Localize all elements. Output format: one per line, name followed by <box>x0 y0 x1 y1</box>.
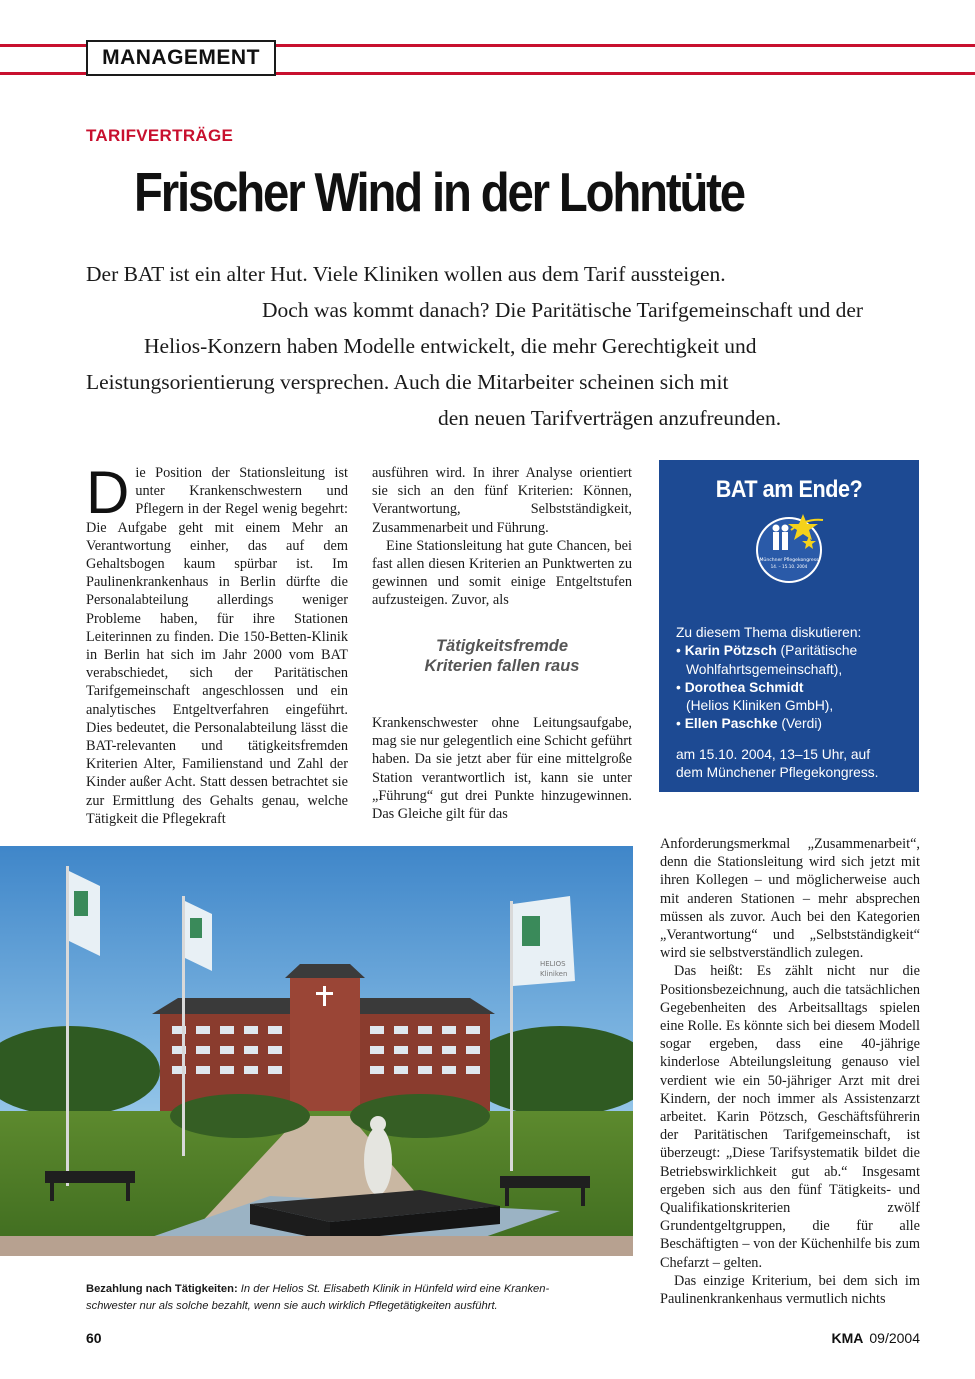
magazine-name: KMA <box>831 1330 864 1346</box>
section-label <box>86 40 276 76</box>
info-box-date-line: am 15.10. 2004, 13–15 Uhr, auf <box>676 747 871 762</box>
pull-quote-line: Kriterien fallen raus <box>424 657 580 675</box>
info-box-intro: Zu diesem Thema diskutieren: <box>676 625 862 640</box>
pull-quote-line: Tätigkeitsfremde <box>435 637 569 655</box>
info-box-date <box>676 746 908 783</box>
lead-paragraph <box>86 256 916 436</box>
info-box <box>659 460 919 792</box>
participant <box>676 715 908 733</box>
bullet-icon: • <box>676 643 681 659</box>
body-paragraph: Eine Stationsleitung hat gute Chancen, bei fast allen diesen Kriterien an Punktwerten zu gewinnen und somit einige Entgeltstufen aufzusteigen. Zuvor, als <box>372 537 632 609</box>
magazine-issue <box>832 1330 921 1346</box>
issue-number: 09/2004 <box>869 1330 920 1346</box>
body-column-2-continued <box>372 714 632 823</box>
participant-name: Ellen Paschke <box>684 716 778 732</box>
body-paragraph: Anforderungsmerkmal „Zusammenarbeit“, denn die Stationsleitung wird sich jetzt mit ihren Kollegen – und möglicherweise auch mit anderen Stationen – mehr absprechen müssen als zuvor. Auch bei den Kategorien „Verantwortung“ und „Selbstständigkeit“ wird sie selbstverständlich zulegen. <box>660 836 920 962</box>
participant-name: Dorothea Schmidt <box>684 679 804 695</box>
lead-line: den neuen Tarifverträgen anzufreunden. <box>438 406 782 430</box>
info-box-title: BAT am Ende? <box>715 476 863 503</box>
participant-org: (Helios Kliniken GmbH), <box>686 698 834 714</box>
participant-org: (Verdi) <box>781 716 822 732</box>
participant <box>676 679 908 697</box>
hospital-photo <box>0 846 633 1256</box>
flag-text: HELIOS <box>540 960 566 968</box>
caption-text: In der Helios St. Elisabeth Klinik in Hünfeld wird eine Kranken- <box>240 1283 550 1295</box>
drop-cap: D <box>86 459 130 526</box>
congress-logo-icon <box>751 510 827 586</box>
participant-org: (Paritätische <box>780 643 858 659</box>
participant-name: Karin Pötzsch <box>684 643 777 659</box>
flag-text: Kliniken <box>540 970 568 978</box>
lead-line: Doch was kommt danach? Die Paritätische Tarifgemeinschaft und der <box>262 298 864 322</box>
headline: Frischer Wind in der Lohntüte <box>134 161 744 223</box>
logo-text: Münchner Pflegekongress <box>759 558 819 563</box>
bullet-icon: • <box>676 716 681 732</box>
pull-quote <box>372 636 632 676</box>
body-paragraph: Krankenschwester ohne Leitungsaufgabe, mag sie nur gelegentlich eine Schicht geführt haben. Da sie jetzt aber für eine mittelgroße Station verantwortlich ist, kann sie unter „Führung“ gut drei Punkte hinzugewinnen. Das Gleiche gilt für das <box>372 715 632 823</box>
kicker: TARIFVERTRÄGE <box>86 126 234 145</box>
bullet-icon: • <box>676 679 681 695</box>
body-paragraph: Das einzige Kriterium, bei dem sich im Paulinenkrankenhaus vermutlich nichts <box>660 1272 920 1308</box>
body-column-1 <box>86 459 348 828</box>
lead-line: Helios-Konzern haben Modelle entwickelt, die mehr Gerechtigkeit und <box>144 334 757 358</box>
congress-logo <box>751 510 827 586</box>
info-box-date-line: dem Münchener Pflegekongress. <box>676 765 879 781</box>
lead-line: Leistungsorientierung versprechen. Auch die Mitarbeiter scheinen sich mit <box>86 370 729 394</box>
body-paragraph: Das heißt: Es zählt nicht nur die Positionsbezeichnung, auch die tatsächlichen Gegebenheiten des Arbeitsalltags spielen eine Rolle. Es könnte sich bei diesem Modell sogar ergeben, dass eine 40-jährige kinderlose Abteilungsleitung genauso viel verdient wie ein 50-jähriger Arzt mit drei Kindern, der noch immer als Assistenzarzt arbeitet. Karin Pötzsch, Geschäftsführerin der Paritätischen Tarifgemeinschaft, ist überzeugt: „Diese Tarifsystematik bildet die Betriebswirklichkeit gut ab.“ Insgesamt ergeben sich aus den fünf Tätigkeits- und Qualifikationskriterien zwölf Grundentgeltgruppen, die für alle Beschäftigten – von der Küchenhilfe bis zum Chefarzt – gelten. <box>660 963 920 1271</box>
logo-date: 14. – 15.10. 2004 <box>770 564 808 569</box>
hospital-photo-image <box>0 846 633 1256</box>
body-paragraph: ie Position der Stationsleitung ist unter Krankenschwestern und Pflegern in der Regel wenig begehrt: Die Aufgabe geht mit einem Mehr an Verantwortung einher, das auf dem Gehaltsbogen kaum spürbar ist. Im Paulinenkrankenhaus in Berlin dürfte die Personalabteilung allerdings weniger Probleme haben, für ihre Stationen Leiterinnen zu finden. Die 150-Betten-Klinik in Berlin hat sich im Jahr 2000 vom BAT verabschiedet, sich der Paritätischen Tarifgemeinschaft angeschlossen und ein analytisches Entgeltverfahren eingeführt. Dies bedeutet, die Personalabteilung lässt die BAT-relevanten und tätigkeitsfremden Kriterien Alter, Familienstand und Zahl der Kinder außer Acht. Statt dessen betrachtet sie zur Ermittlung des Gehalts genau, welche Tätigkeit die Pflegekraft <box>86 465 348 827</box>
body-column-3 <box>660 835 920 1308</box>
info-box-participants <box>676 624 908 734</box>
photo-caption <box>86 1281 626 1315</box>
caption-text: schwester nur als solche bezahlt, wenn sie auch wirklich Pflegetätigkeiten ausführt. <box>86 1300 498 1312</box>
participant-org-continued: Wohlfahrtsgemeinschaft), <box>686 661 843 677</box>
participant <box>676 642 908 660</box>
caption-title: Bezahlung nach Tätigkeiten: <box>86 1283 238 1295</box>
page-number: 60 <box>86 1330 102 1346</box>
body-column-2 <box>372 464 632 610</box>
section-label-text: MANAGEMENT <box>102 46 260 69</box>
lead-line: Der BAT ist ein alter Hut. Viele Kliniken wollen aus dem Tarif aussteigen. <box>86 262 726 286</box>
body-paragraph: ausführen wird. In ihrer Analyse orientiert sie sich an den fünf Kriterien: Können, Verantwortung, Selbstständigkeit, Zusammenarbeit und Führung. <box>372 465 632 536</box>
